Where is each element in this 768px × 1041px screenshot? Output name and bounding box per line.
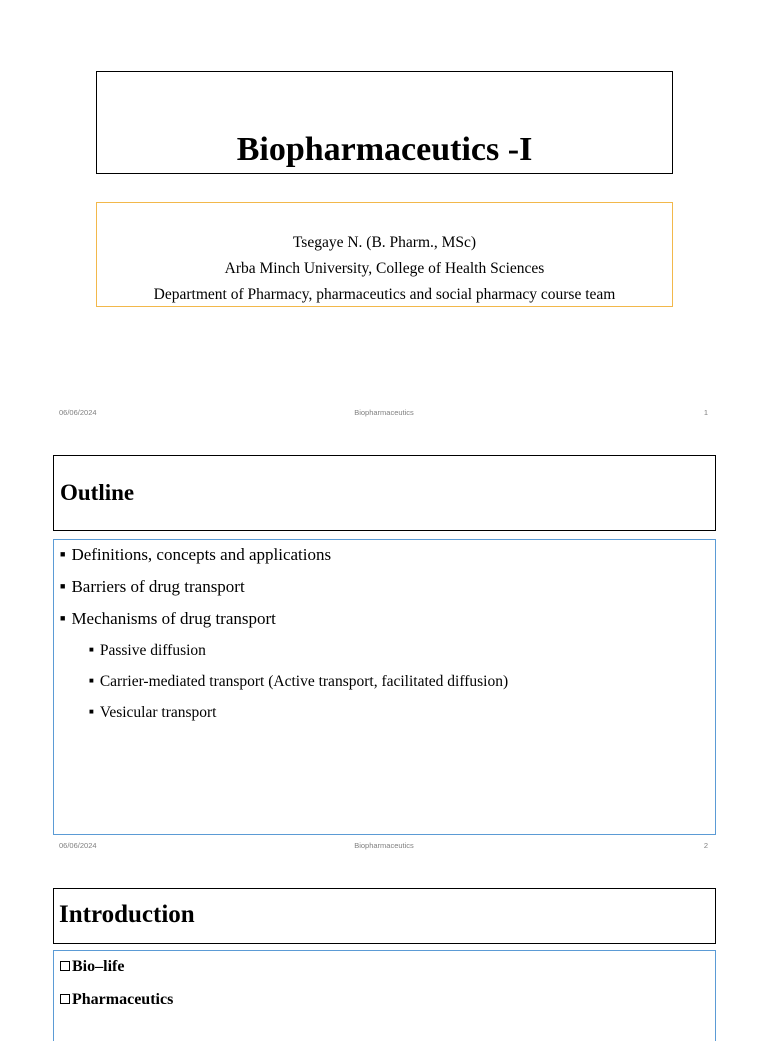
outline-sub-bullet: ■ Carrier-mediated transport (Active transport, facilitated diffusion) — [89, 673, 509, 690]
hollow-square-bullet-icon — [60, 994, 70, 1004]
slide-1-page-number: 1 — [703, 408, 708, 417]
slide-1-footer-title: Biopharmaceutics — [354, 408, 414, 417]
introduction-title: Introduction — [59, 901, 195, 928]
introduction-item: Pharmaceutics — [60, 991, 173, 1009]
slide-2-page-number: 2 — [703, 841, 708, 850]
slide-2-footer-title: Biopharmaceutics — [354, 841, 414, 850]
title-slide-title-box — [96, 71, 673, 174]
outline-sub-bullet: ■ Vesicular transport — [89, 704, 217, 721]
author-line: Tsegaye N. (B. Pharm., MSc) — [292, 234, 477, 251]
outline-title: Outline — [60, 480, 135, 505]
square-bullet-icon: ■ — [60, 613, 66, 623]
outline-sub-bullet: ■ Passive diffusion — [89, 642, 206, 659]
slide-2-footer-date: 06/06/2024 — [59, 841, 97, 850]
outline-bullet: ■ Definitions, concepts and applications — [60, 545, 332, 564]
outline-bullet: ■ Barriers of drug transport — [60, 577, 245, 596]
square-bullet-icon: ■ — [60, 549, 66, 559]
title-slide-subtitle-box — [96, 202, 673, 307]
outline-content-box — [53, 539, 716, 835]
affiliation-line: Arba Minch University, College of Health Sciences — [224, 260, 545, 277]
square-bullet-icon: ■ — [89, 707, 94, 716]
square-bullet-icon: ■ — [89, 645, 94, 654]
introduction-title-box — [53, 888, 716, 944]
hollow-square-bullet-icon — [60, 961, 70, 971]
square-bullet-icon: ■ — [89, 676, 94, 685]
introduction-content-box — [53, 950, 716, 1041]
outline-title-box — [53, 455, 716, 531]
department-line: Department of Pharmacy, pharmaceutics and social pharmacy course team — [153, 286, 616, 303]
slide-1-footer-date: 06/06/2024 — [59, 408, 97, 417]
square-bullet-icon: ■ — [60, 581, 66, 591]
outline-bullet: ■ Mechanisms of drug transport — [60, 609, 276, 628]
introduction-item: Bio–life — [60, 958, 124, 976]
title-slide-title: Biopharmaceutics -I — [236, 131, 533, 168]
